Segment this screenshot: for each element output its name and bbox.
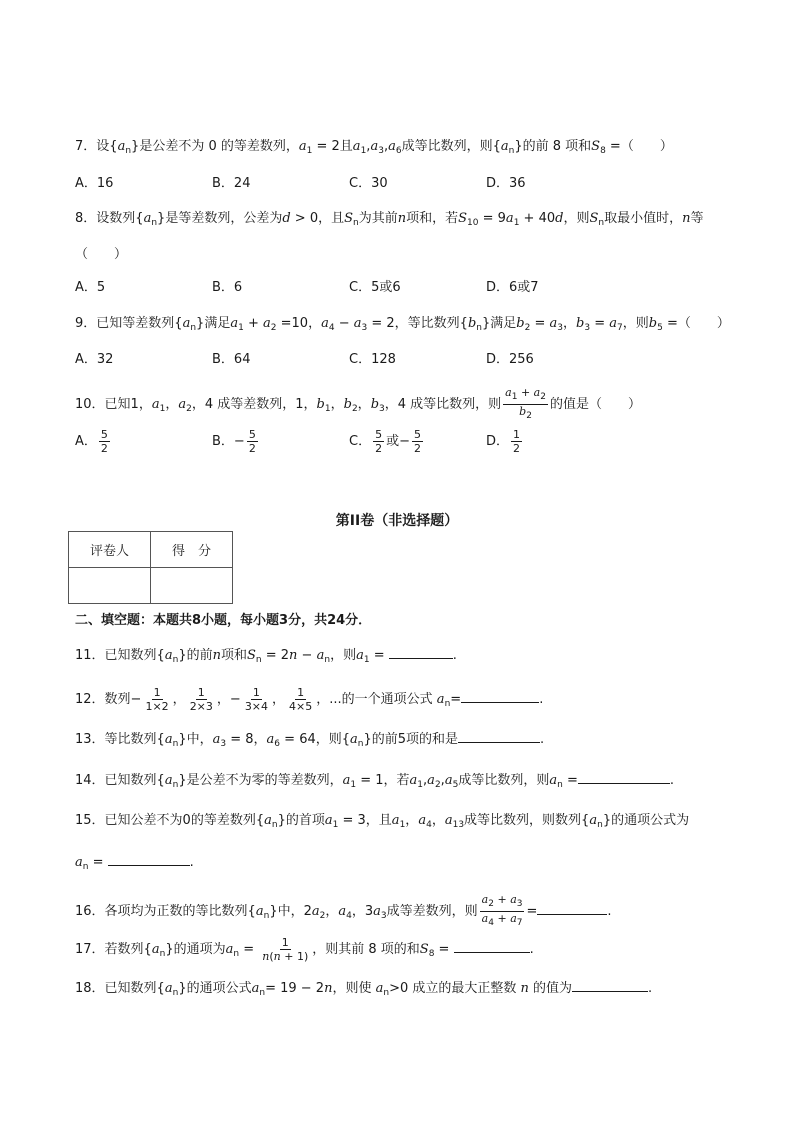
score-table bbox=[68, 531, 233, 604]
grader-header: 评卷人 bbox=[69, 532, 151, 568]
question-17: 17．若数列$\{a_n\}$的通项为$a_n$ = $\frac{1}{n(n + 1)}$ ，则其前 8 项的和$S_8$ = . bbox=[75, 936, 534, 963]
answer-blank-13[interactable] bbox=[458, 730, 540, 743]
question-11: 11．已知数列$\{a_n\}$的前n项和$S_n = 2n - a_n$，则$a_1$ = . bbox=[75, 648, 457, 665]
question-15: 15．已知公差不为0的等差数列$\{a_n\}$的首项$a_1 = 3$，且$a_1$，$a_4$，$a_{13}$成等比数列，则数列$\{a_n\}$的通项公式为 bbox=[75, 813, 690, 830]
question-8-paren: （ ） bbox=[75, 247, 128, 262]
section-title: 第II卷（非选择题） bbox=[335, 513, 459, 529]
answer-blank-11[interactable] bbox=[389, 646, 453, 659]
question-15-line2: $a_n$ = . bbox=[75, 855, 194, 872]
question-10: 10．已知1，$a_1$，$a_2$，4 成等差数列，1，$b_1$，$b_2$，$b_3$，4 成等比数列，则 $\frac{a_1 + a_2}{b_2}$ 的值是（ ） bbox=[75, 386, 641, 421]
score-header: 得 分 bbox=[151, 532, 233, 568]
options-9: A．32 B．64 C．128 D．256 bbox=[75, 352, 534, 367]
question-13: 13．等比数列$\{a_n\}$中，$a_3 = 8$，$a_6 = 64$，则$\{a_n\}$的前5项的和是 . bbox=[75, 732, 545, 749]
question-18: 18．已知数列$\{a_n\}$的通项公式$a_n= 19 - 2n$，则使 $a_n>0$ 成立的最大正整数 n 的值为 . bbox=[75, 981, 653, 998]
grader-cell[interactable] bbox=[69, 568, 151, 604]
score-cell[interactable] bbox=[151, 568, 233, 604]
question-12: 12．数列− $\frac{1}{1\times 2}$ ， $\frac{1}{2\times 3}$ ，− $\frac{1}{3\times 4}$ ， $\frac{1}{4\times 5}$ ，...的一个通项公式 $a_n=$ . bbox=[75, 686, 544, 713]
fill-section-title: 二、填空题：本题共8小题，每小题3分，共24分． bbox=[75, 613, 372, 628]
question-7: 7．设$\{a_n\}$是公差不为 0 的等差数列，$a_1 = 2$且$a_1,a_3,a_6$成等比数列，则$\{a_n\}$的前 8 项和$S_8$ =（ ） bbox=[75, 139, 673, 156]
answer-blank-18[interactable] bbox=[572, 979, 648, 992]
answer-blank-17[interactable] bbox=[454, 940, 530, 953]
answer-blank-12[interactable] bbox=[461, 690, 539, 703]
question-9: 9．已知等差数列$\{a_n\}$满足$a_1 + a_2 =10$，$a_4 - a_3 = 2$，等比数列$\{b_n\}$满足$b_2 = a_3$，$b_3 = a_7$，则$b_5$ =（ ） bbox=[75, 316, 730, 333]
answer-blank-14[interactable] bbox=[578, 771, 670, 784]
options-8: A．5 B．6 C．5或6 D．6或7 bbox=[75, 280, 539, 295]
question-14: 14．已知数列$\{a_n\}$是公差不为零的等差数列，$a_1 = 1$，若$a_1,a_2,a_5$成等比数列，则$a_n$ = . bbox=[75, 773, 674, 790]
options-7: A．16 B．24 C．30 D．36 bbox=[75, 176, 526, 191]
question-8: 8．设数列$\{a_n\}$是等差数列，公差为d > 0，且$S_n$为其前n项和，若$S_{10} = 9a_1 + 40d$，则$S_n$取最小值时，n等 bbox=[75, 211, 704, 228]
question-16: 16．各项均为正数的等比数列$\{a_n\}$中，$2a_2$，$a_4$，$3a_3$成等差数列，则 $\frac{a_2 + a_3}{a_4 + a_7}$ = . bbox=[75, 893, 612, 928]
answer-blank-16[interactable] bbox=[537, 902, 607, 915]
answer-blank-15[interactable] bbox=[108, 853, 190, 866]
options-10: A． $\frac{5}{2}$ B．− $\frac{5}{2}$ C． $\frac{5}{2}$ 或− $\frac{5}{2}$ D． $\frac{1}{2}$ bbox=[75, 428, 521, 455]
